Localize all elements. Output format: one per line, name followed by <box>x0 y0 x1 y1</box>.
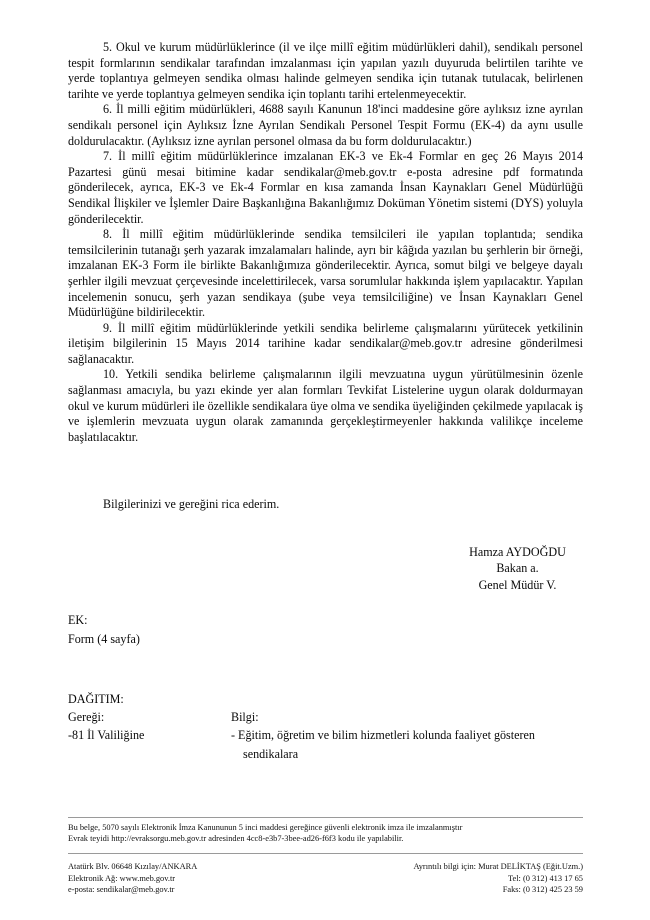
footer-address-column <box>68 861 318 896</box>
footer-contact-column <box>328 861 583 896</box>
footer-divider-top <box>68 817 583 818</box>
attachment-block <box>68 611 140 648</box>
electronic-signature-note <box>68 822 586 845</box>
footer-divider-bottom <box>68 853 583 854</box>
distribution-block <box>68 690 583 761</box>
distribution-info-column <box>231 708 583 763</box>
footer-contact-person: Ayrıntılı bilgi için: Murat DELİKTAŞ (Eğit.Uzm.) <box>413 862 583 871</box>
paragraph-6: 6. İl milli eğitim müdürlükleri, 4688 sayılı Kanunun 18'inci maddesine göre aylıksız izne ayrılan sendikalı personel için Aylıksız İzne Ayrılan Sendikalı Personel Tespit Formu (EK-4) da aynı usulle doldurulacaktır. (Aylıksız izne ayrılan personel olmasa da bu form doldurulacaktır.) <box>68 102 583 148</box>
paragraph-5: 5. Okul ve kurum müdürlüklerince (il ve ilçe millî eğitim müdürlükleri dahil), sendikalı personel tespit formlarının sendikalar tarafından imzalanması için yapılan yazılı duyuruda belirtilen tarihte ve yerde toplantıya gelmeyen sendika olması halinde gelmeyen sendika için tutanak tutulacak, belirlenen tarihte ve yerde toplantıya gelmeyen sendika için toplantı tarihi ertelenmeyecektir. <box>68 40 583 101</box>
signatory-on-behalf: Bakan a. <box>496 561 539 576</box>
verification-url-text: Evrak teyidi http://evraksorgu.meb.gov.tr adresinden <box>68 834 247 844</box>
distribution-info-label: Bilgi: <box>231 710 259 725</box>
esignature-note-line-2 <box>68 833 586 844</box>
verification-suffix-text: kodu ile yapılabilir. <box>335 834 404 844</box>
closing-line: Bilgilerinizi ve gereğini rica ederim. <box>103 497 280 511</box>
distribution-required-item: -81 İl Valiliğine <box>68 728 145 743</box>
paragraph-10: 10. Yetkili sendika belirleme çalışmalarının ilgili mevzuatına uygun yürütülmesinin özenle sağlanması amacıyla, bu yazı ekinde yer alan formları Tevkifat Listelerine uygun olarak doldurmayan okul ve kurum müdürleri ile özellikle sendikalara üye olma ve sendika üyeliğinden çekilmede yapılacak iş ve işlemlerin mevzuata uygun olarak zamanında gerçekleştirmeyenler hakkında valilikçe inceleme başlatılacaktır. <box>68 367 583 444</box>
signature-block <box>415 544 620 593</box>
document-body <box>68 40 583 445</box>
distribution-title: DAĞITIM: <box>68 692 124 706</box>
distribution-info-item: - Eğitim, öğretim ve bilim hizmetleri kolunda faaliyet gösteren <box>231 728 535 743</box>
footer-website-line: Elektronik Ağ: www.meb.gov.tr <box>68 873 176 883</box>
attachment-value: Form (4 sayfa) <box>68 631 140 646</box>
signatory-title: Genel Müdür V. <box>478 577 557 592</box>
verification-code: 4cc8-e3b7-3bee-ad26-f6f3 <box>246 834 336 844</box>
distribution-required-label: Gereği: <box>68 710 105 725</box>
distribution-info-item-continued: sendikalara <box>243 746 299 761</box>
footer-address-line: Atatürk Blv. 06648 Kızılay/ANKARA <box>68 862 198 871</box>
paragraph-7: 7. İl millî eğitim müdürlüklerince imzalanan EK-3 ve Ek-4 Formlar en geç 26 Mayıs 2014 Pazartesi günü mesai bitimine kadar sendikalar@meb.gov.tr e-posta adresine pdf formatında gönderilecek, ayrıca, EK-3 ve Ek-4 Formlar en kısa zamanda İnsan Kaynakları Genel Müdürlüğü Sendikal İlişkiler ve İşlemler Daire Başkanlığına Bakanlığımız Doküman Yönetim sistemi (DYS) yoluyla gönderilecektir. <box>68 149 583 226</box>
paragraph-8: 8. İl millî eğitim müdürlüklerinde sendika temsilcileri ile yapılan toplantıda; sendika temsilcilerinin tutanağı şerh yazarak imzalamaları halinde, ayrı bir kâğıda yazılan bu şerhlerin bir örneği, imzalanan EK-3 Form ile birlikte Bakanlığımıza gönderilecektir. Ayrıca, somut bilgi ve belgeye dayalı şerhler ilgili mevzuat çerçevesinde incelettirilecek, varsa sorumlular hakkında işlem yapılacaktır. Yapılan incelemenin sonucu, şerh yazan sendikaya (şube veya temsilciliğine) ve İnsan Kaynakları Genel Müdürlüğüne bildirilecektir. <box>68 227 583 320</box>
attachment-label: EK: <box>68 613 88 627</box>
paragraph-9: 9. İl millî eğitim müdürlüklerinde yetkili sendika belirleme çalışmalarını yürütecek yetkilinin iletişim bilgilerinin 15 Mayıs 2014 tarihine kadar sendikalar@meb.gov.tr adresine gönderilmesi sağlanacaktır. <box>68 320 583 366</box>
footer-email-line: e-posta: sendikalar@meb.gov.tr <box>68 885 175 895</box>
footer-phone: Tel: (0 312) 413 17 65 <box>507 873 583 883</box>
footer-fax: Faks: (0 312) 425 23 59 <box>502 885 583 895</box>
signatory-name: Hamza AYDOĞDU <box>469 545 566 559</box>
distribution-required-column <box>68 708 228 744</box>
esignature-note-line-1: Bu belge, 5070 sayılı Elektronik İmza Kanununun 5 inci maddesi gereğince güvenli elektronik imza ile imzalanmıştır <box>68 823 463 832</box>
